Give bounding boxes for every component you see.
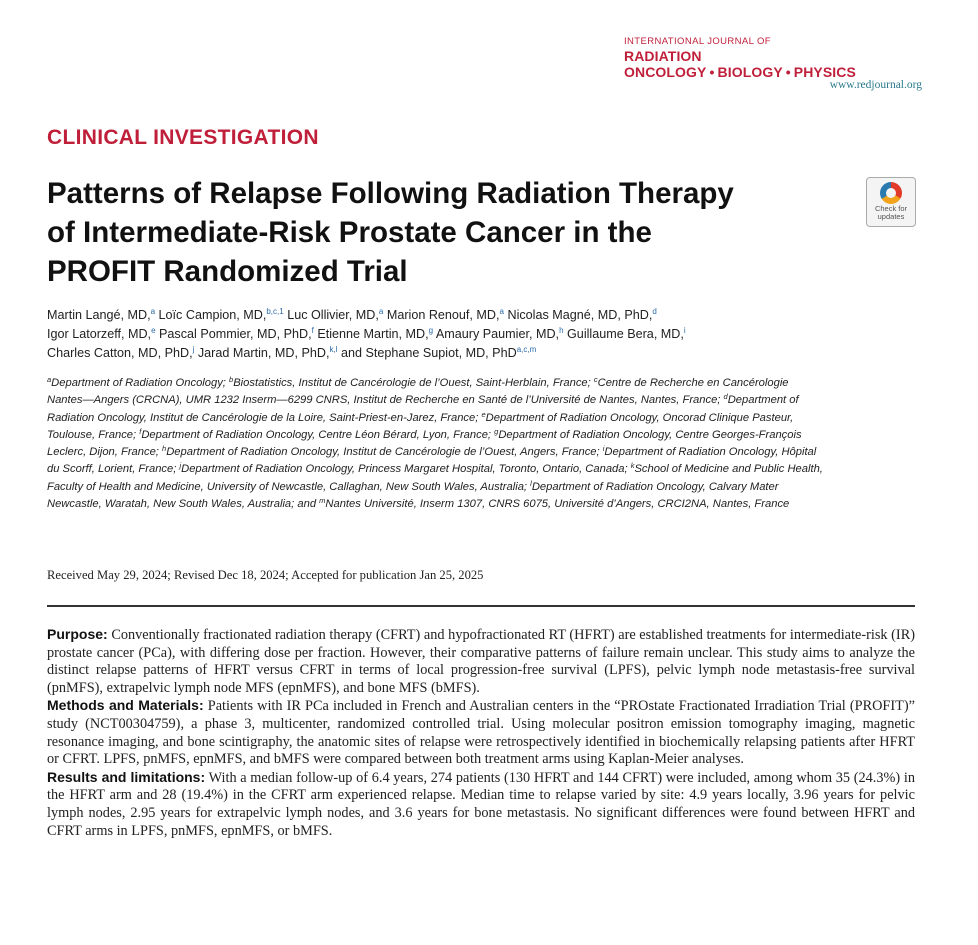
affil-text: Department of Radiation Oncology, Calvary Mater Newcastle, Waratah, New South Wales, Australia; and [47, 480, 779, 511]
author-sup[interactable]: b,c,1 [266, 307, 284, 316]
journal-name-part: PHYSICS [793, 64, 856, 80]
author-sup[interactable]: f [311, 326, 314, 335]
author-name: Loïc Campion, MD, [158, 308, 267, 322]
abstract-text: Patients with IR PCa included in French and Australian centers in the “PROstate Fractionated Irradiation Trial (PROFIT)” study (NCT00304759), a phase 3, multicenter, randomized controlled trial. Using molecular positron emission tomography imaging, magnetic resonance imaging, and bone scintigraphy, the anatomic sites of relapse were retrospectively identified in biochemically relapsing patients after HFRT or CFRT. LPFS, pnMFS, epnMFS, and bMFS were compared between both treatment arms using Kaplan-Meier analyses. [47, 698, 915, 768]
author-sup[interactable]: a [378, 307, 384, 316]
author-name: Nicolas Magné, MD, PhD, [507, 308, 653, 322]
author-sup[interactable]: h [559, 326, 564, 335]
affil-text: Department of Radiation Oncology, Centre Georges-François Leclerc, Dijon, France; [47, 428, 802, 459]
author-name: Marion Renouf, MD, [386, 308, 500, 322]
affil-text: Department of Radiation Oncology, Oncorad Clinique Pasteur, Toulouse, France; [47, 411, 794, 441]
affil-text: Department of Radiation Oncology, Hôpital du Scorff, Lorient, France; [47, 446, 817, 476]
affil-sup: l [530, 478, 532, 488]
journal-header [624, 36, 924, 80]
affiliations [47, 375, 827, 513]
journal-url-link[interactable]: www.redjournal.org [829, 79, 922, 91]
author-name: Luc Ollivier, MD, [287, 308, 379, 322]
affil-text: Centre de Recherche en Cancérologie Nantes—Angers (CRCNA), UMR 1232 Inserm—6299 CNRS, Institut de Recherche en Santé de l’Université de Nantes, Nantes, France; [47, 377, 789, 407]
affil-sup: m [319, 496, 326, 506]
author-name: and Stephane Supiot, MD, PhD [340, 346, 517, 360]
abstract-methods [47, 697, 915, 768]
author-sup[interactable]: d [652, 307, 657, 316]
abstract-heading: Purpose: [47, 626, 108, 642]
affil-sup: a [47, 375, 52, 384]
abstract-heading: Methods and Materials: [47, 697, 204, 714]
author-sup[interactable]: e [151, 326, 156, 335]
affil-text: School of Medicine and Public Health, Faculty of Health and Medicine, University of Newcastle, Callaghan, New South Wales, Australia; [47, 463, 823, 493]
journal-separator: • [709, 64, 715, 80]
article-title: Patterns of Relapse Following Radiation Therapy of Intermediate-Risk Prostate Cancer in the PROFIT Randomized Trial [47, 177, 734, 288]
author-sup[interactable]: a [499, 307, 504, 316]
journal-name-part: BIOLOGY [717, 64, 783, 80]
author-name: Charles Catton, MD, PhD, [47, 346, 193, 360]
author-name: Amaury Paumier, MD, [435, 327, 560, 341]
section-heading: CLINICAL INVESTIGATION [47, 126, 319, 149]
affil-sup: e [481, 409, 486, 419]
abstract-text: Conventionally fractionated radiation therapy (CFRT) and hypofractionated RT (HFRT) are established treatments for intermediate-risk (IR) prostate cancer (PCa), with differing dose per fraction. However, their comparative patterns of failure remain unclear. This study aims to analyze the distinct relapse patterns of HFRT versus CFRT in terms of local progression-free survival (LPFS), pelvic lymph node metastasis-free survival (pnMFS), extrapelvic lymph node MFS (epnMFS), and bone MFS (bMFS). [47, 627, 915, 696]
received-dates: Received May 29, 2024; Revised Dec 18, 2024; Accepted for publication Jan 25, 2025 [47, 568, 484, 582]
author-sup[interactable]: a [150, 307, 156, 316]
journal-name-part: RADIATION ONCOLOGY [624, 48, 707, 80]
abstract [47, 626, 915, 840]
abstract-text: With a median follow-up of 6.4 years, 274 patients (130 HFRT and 144 CFRT) were included, among whom 35 (24.3%) in the HFRT arm and 28 (19.4%) in the CFRT arm experienced relapse. Median time to relapse varied by site: 4.9 years locally, 3.96 years for pelvic lymph nodes, 2.95 years for extrapelvic lymph nodes, and 3.6 years for bone metastasis. No significant differences were found between HFRT and CFRT arms in LPFS, pnMFS, epnMFS, or bMFS. [47, 769, 915, 839]
journal-name [624, 48, 924, 80]
author-sup[interactable]: a,c,m [516, 345, 537, 354]
author-name: Jarad Martin, MD, PhD, [197, 346, 330, 360]
affil-sup: g [494, 426, 499, 436]
author-name: Guillaume Bera, MD, [567, 327, 684, 341]
badge-line2: updates [877, 212, 905, 221]
section-divider [47, 605, 915, 607]
affil-sup: d [723, 392, 728, 402]
journal-separator: • [785, 64, 791, 80]
affil-sup: j [179, 461, 182, 471]
author-sup[interactable]: k,l [329, 345, 338, 354]
check-updates-icon [880, 182, 902, 204]
affil-text: Biostatistics, Institut de Cancérologie de l’Ouest, Saint-Herblain, France; [233, 377, 594, 389]
affil-sup: h [162, 444, 167, 454]
affil-sup: b [229, 375, 234, 384]
author-sup[interactable]: j [192, 345, 195, 354]
author-name: Martin Langé, MD, [47, 308, 151, 322]
affil-text: Department of Radiation Oncology, Centre Léon Bérard, Lyon, France; [141, 428, 495, 441]
author-name: Etienne Martin, MD, [317, 327, 429, 341]
affil-text: Department of Radiation Oncology, Princess Margaret Hospital, Toronto, Ontario, Canada; [181, 463, 631, 476]
badge-line1: Check for [874, 204, 908, 213]
journal-subtitle: INTERNATIONAL JOURNAL OF [624, 36, 772, 47]
author-name: Pascal Pommier, MD, PhD, [159, 327, 312, 341]
affil-sup: c [593, 375, 598, 384]
affil-sup: f [139, 426, 142, 436]
affil-text: Department of Radiation Oncology, Institut de Cancérologie de l’Ouest, Angers, France; [166, 446, 603, 459]
abstract-heading: Results and limitations: [47, 768, 206, 785]
author-name: Igor Latorzeff, MD, [47, 327, 152, 341]
abstract-purpose [47, 626, 915, 697]
affil-text: Department of Radiation Oncology, Institut de Cancérologie de la Loire, Saint-Priest-en-Jarez, France; [47, 394, 799, 424]
author-sup[interactable]: g [428, 326, 434, 335]
author-sup[interactable]: i [683, 326, 686, 335]
check-for-updates-button[interactable] [866, 177, 916, 227]
abstract-results [47, 769, 915, 840]
affil-sup: i [602, 444, 605, 454]
author-list [47, 306, 837, 363]
affil-text: Nantes Université, Inserm 1307, CNRS 6075, Université d’Angers, CRCI2NA, Nantes, France [325, 498, 790, 511]
affil-text: Department of Radiation Oncology; [51, 377, 230, 389]
affil-sup: k [630, 461, 635, 471]
